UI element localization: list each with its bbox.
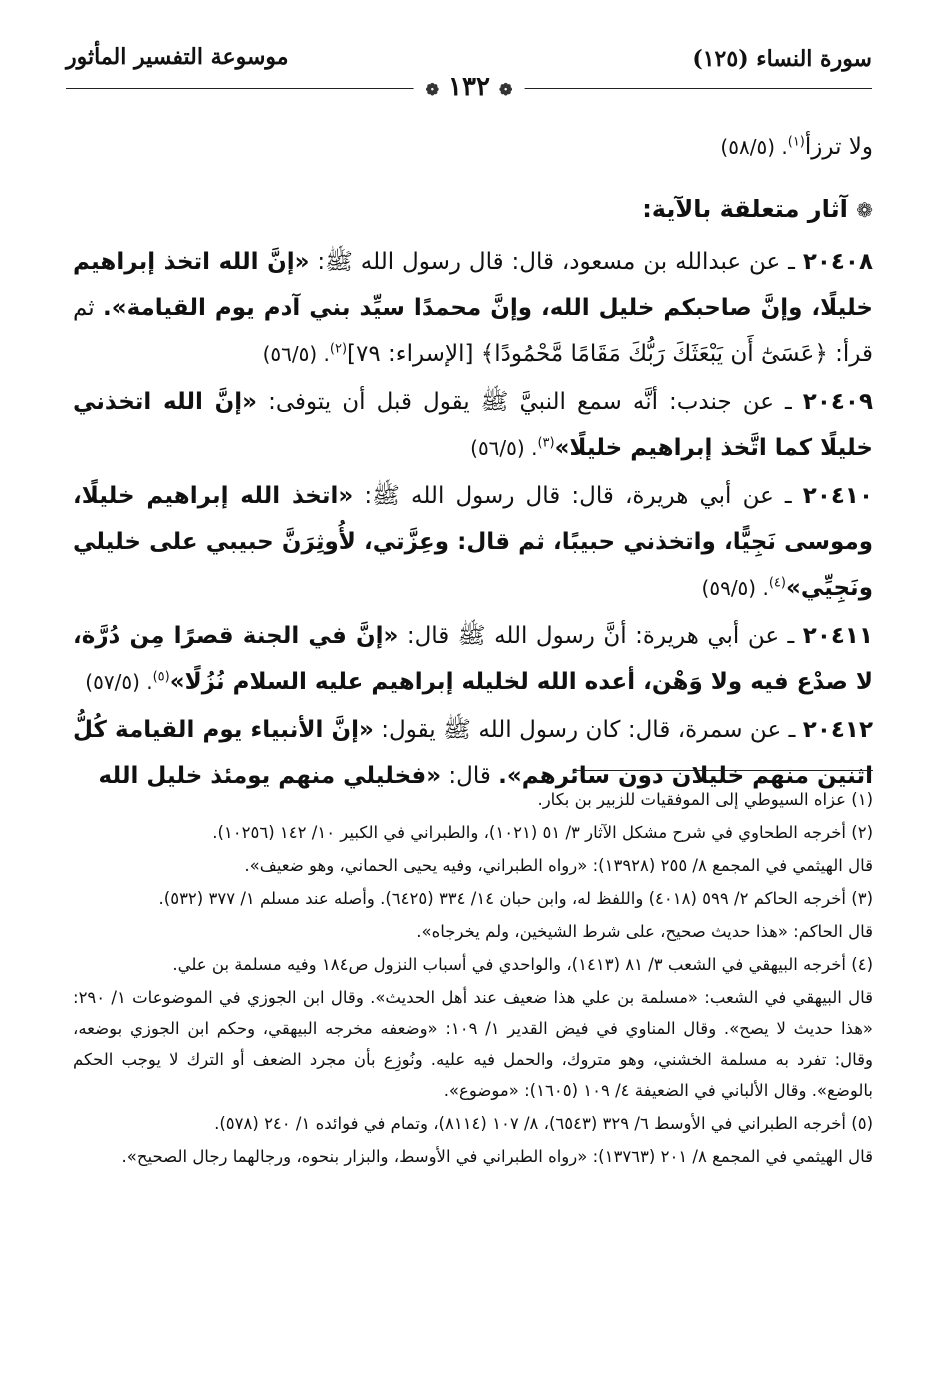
ornament-icon: ❁: [499, 80, 513, 99]
continuation-line: [73, 124, 873, 170]
hadith-entry: [73, 239, 873, 377]
footnote-separator: [573, 770, 873, 771]
footnote: قال البيهقي في الشعب: «مسلمة بن علي هذا ضعيف عند أهل الحديث». وقال ابن الجوزي في الموضوعات ١/ ٢٩٠: «هذا حديث لا يصح». وقال المناوي في فيض القدير ١/ ١٠٩: «وضعفه مخرجه البيهقي، وحكم ابن الجوزي بوضعه، وقال: تفرد به مسلمة الخشني، وهو متروك، والحمل فيه عليه. ونُوزِع بأن مجرد الضعف أو الترك لا يوجب الحكم بالوضع». وقال الألباني في الضعيفة ٤/ ١٠٩ (١٦٠٥): «موضوع».: [73, 988, 873, 1100]
main-text: [73, 124, 873, 801]
footnote: (٥) أخرجه الطبراني في الأوسط ٦/ ٣٢٩ (٦٥٤٣)، ٨/ ١٠٧ (٨١١٤)، وتمام في فوائده ١/ ٢٤٠ (٥٧٨).: [214, 1114, 873, 1133]
running-header: [66, 36, 872, 106]
hadith-intro: ـ عن أبي هريرة: أنَّ رسول الله ﷺ قال:: [398, 623, 803, 649]
footnote: (٣) أخرجه الحاكم ٢/ ٥٩٩ (٤٠١٨) واللفظ له، وابن حبان ١٤/ ٣٣٤ (٦٤٢٥). وأصله عند مسلم ١/ ٣٧٧ (٥٣٢).: [158, 889, 873, 908]
hadith-matn: «إنَّ الله اتخذ إبراهيم خليلًا، وإنَّ صاحبكم خليل الله، وإنَّ محمدًا سيِّد بني آدم يوم القيامة».: [73, 249, 873, 321]
footnote: قال الهيثمي في المجمع ٨/ ٢٥٥ (١٣٩٢٨): «رواه الطبراني، وفيه يحيى الحماني، وهو ضعيف».: [244, 856, 873, 875]
hadith-matn: «إنَّ في الجنة قصرًا مِن دُرَّة، لا صدْع فيه ولا وَهْن، أعده الله لخليله إبراهيم عليه السلام نُزُلًا»: [73, 623, 873, 695]
hadith-number: ٢٠٤١١: [802, 623, 873, 649]
page-number: ١٣٢: [448, 72, 490, 102]
hadith-matn: «اتخذ الله إبراهيم خليلًا، وموسى نَجِيًّا، واتخذني حبيبًا، ثم قال: وعِزَّتي، لأُوثِرَنَّ حبيبي على خليلي ونَجِيِّي»: [73, 483, 873, 601]
hadith-entry: [73, 379, 873, 471]
hadith-matn: «إنَّ الأنبياء يوم القيامة كُلُّ اثنين منهم خليلان دون سائرهم».: [73, 717, 873, 789]
hadith-number: ٢٠٤١٠: [802, 483, 873, 509]
hadith-entry: [73, 473, 873, 611]
volume-reference: . (٥٧/٥): [85, 670, 153, 694]
hadith-intro: ـ عن عبدالله بن مسعود، قال: قال رسول الله ﷺ:: [309, 249, 803, 275]
hadith-intro: ـ عن سمرة، قال: كان رسول الله ﷺ يقول:: [373, 717, 803, 743]
volume-reference: . (٥٦/٥): [262, 342, 330, 366]
page-number-block: [414, 72, 525, 102]
ornament-icon: ❁: [425, 80, 439, 99]
section-title: آثار متعلقة بالآية:: [642, 195, 848, 223]
volume-reference: . (٥٩/٥): [701, 576, 769, 600]
hadith-number: ٢٠٤١٢: [802, 717, 873, 743]
volume-reference: . (٥٦/٥): [470, 436, 538, 460]
footnote-marker: (١): [787, 134, 805, 150]
surah-heading: سورة النساء (١٢٥): [692, 46, 872, 72]
footnote: قال الحاكم: «هذا حديث صحيح، على شرط الشيخين، ولم يخرجاه».: [416, 922, 873, 941]
hadith-matn: «إنَّ الله اتخذني خليلًا كما اتَّخذ إبراهيم خليلًا»: [73, 389, 873, 461]
hadith-entry: [73, 613, 873, 705]
footnote-marker: (٥): [152, 669, 170, 685]
footnote: (٢) أخرجه الطحاوي في شرح مشكل الآثار ٣/ ٥١ (١٠٢١)، والطبراني في الكبير ١٠/ ١٤٢ (١٠٢٥٦).: [212, 823, 873, 842]
hadith-number: ٢٠٤٠٨: [802, 249, 874, 275]
section-heading: [73, 186, 873, 233]
footnote: (٤) أخرجه البيهقي في الشعب ٣/ ٨١ (١٤١٣)، والواحدي في أسباب النزول ص١٨٤ وفيه مسلمة بن علي.: [172, 955, 873, 974]
hadith-matn-continued: «فخليلي منهم يومئذ خليل الله: [98, 763, 442, 789]
footnote-marker: (٣): [537, 435, 555, 451]
hadith-intro: ـ عن أبي هريرة، قال: قال رسول الله ﷺ:: [353, 483, 803, 509]
flower-ornament-icon: ❁: [856, 198, 873, 222]
hadith-tail: قال:: [441, 763, 499, 789]
footnote: قال الهيثمي في المجمع ٨/ ٢٠١ (١٣٧٦٣): «رواه الطبراني في الأوسط، والبزار بنحوه، ورجالهما رجال الصحيح».: [121, 1147, 873, 1166]
footnotes: [73, 784, 873, 1174]
hadith-number: ٢٠٤٠٩: [802, 389, 873, 415]
hadith-tail: ثم قرأ: ﴿عَسَىٰٓ أَن يَبْعَثَكَ رَبُّكَ مَقَامًا مَّحْمُودًا﴾ [الإسراء: ٧٩]: [73, 295, 873, 367]
footnote-marker: (٤): [768, 575, 786, 591]
book-title: موسوعة التفسير المأثور: [66, 44, 289, 70]
footnote-marker: (٢): [329, 341, 348, 357]
continuation-text: ولا ترزأ: [804, 134, 873, 160]
hadith-intro: ـ عن جندب: أنَّه سمع النبيَّ ﷺ يقول قبل أن يتوفى:: [257, 389, 803, 415]
volume-reference: . (٥٨/٥): [720, 135, 788, 159]
footnote: (١) عزاه السيوطي إلى الموفقيات للزبير بن بكار.: [537, 790, 873, 809]
